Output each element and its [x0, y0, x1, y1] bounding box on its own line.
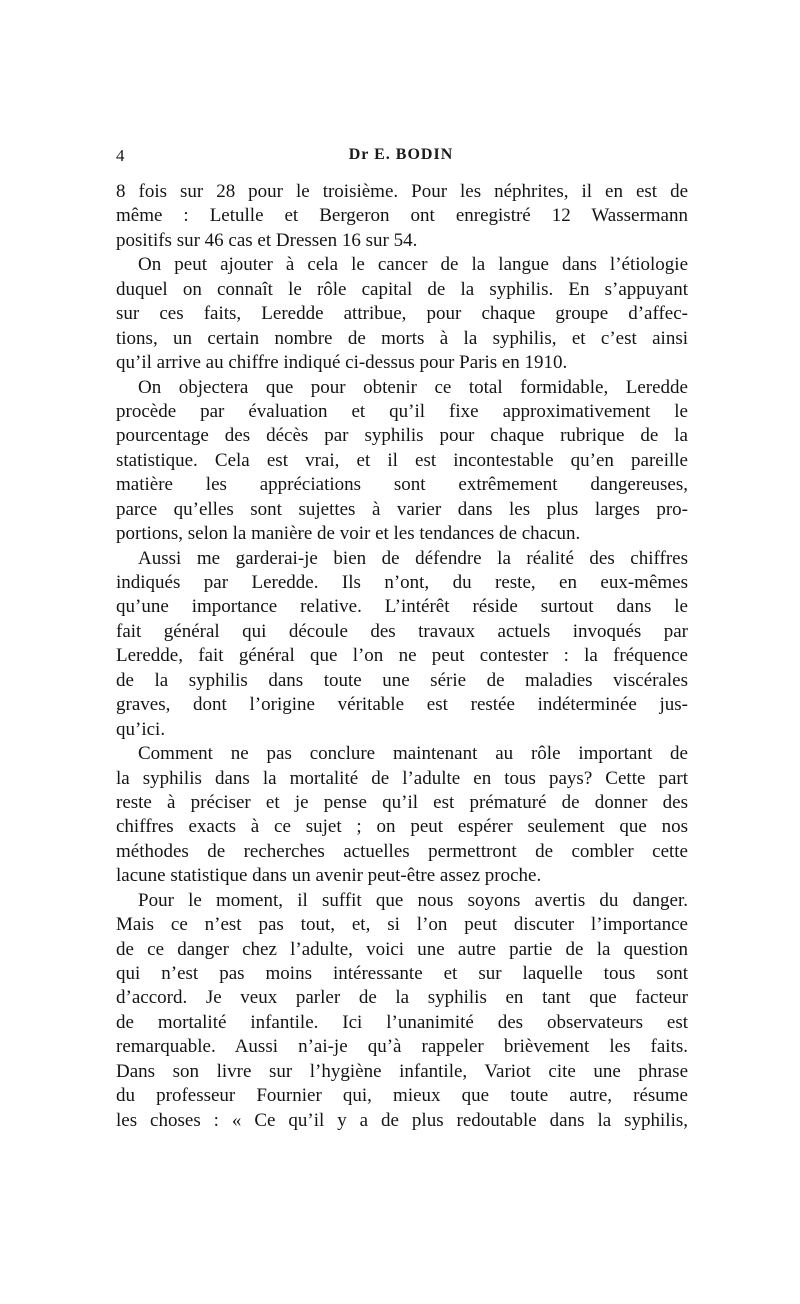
text-line: les choses : « Ce qu’il y a de plus redoutable dans la syphilis, — [116, 1109, 688, 1131]
running-head: Dr E. BODIN — [348, 146, 454, 163]
text-line: Mais ce n’est pas tout, et, si l’on peut discuter l’importance — [116, 914, 688, 936]
text-line: remarquable. Aussi n’ai-je qu’à rappeler brièvement les faits. — [116, 1036, 688, 1058]
text-line: indiqués par Leredde. Ils n’ont, du reste, en eux-mêmes — [116, 572, 688, 593]
text-line: Pour le moment, il suffit que nous soyons avertis du danger. — [138, 889, 688, 911]
text-line: qu’ici. — [116, 718, 166, 740]
body-text — [116, 180, 688, 1133]
text-line: portions, selon la manière de voir et les tendances de chacun. — [116, 523, 581, 545]
page-number: 4 — [116, 146, 125, 165]
text-line: Leredde, fait général que l’on ne peut contester : la fréquence — [116, 645, 688, 667]
text-line: On peut ajouter à cela le cancer de la langue dans l’étiologie — [138, 254, 688, 276]
text-line: qu’il arrive au chiffre indiqué ci-dessus pour Paris en 1910. — [116, 352, 568, 374]
text-line: de mortalité infantile. Ici l’unanimité des observateurs est — [116, 1011, 688, 1033]
text-line: qu’une importance relative. L’intérêt réside surtout dans le — [116, 596, 688, 618]
text-line: graves, dont l’origine véritable est restée indéterminée jus- — [116, 694, 688, 716]
text-line: matière les appréciations sont extrêmement dangereuses, — [116, 474, 688, 496]
text-line: de la syphilis dans toute une série de maladies viscérales — [116, 669, 688, 691]
text-line: qui n’est pas moins intéressante et sur laquelle tous sont — [116, 963, 688, 984]
text-line: lacune statistique dans un avenir peut-être assez proche. — [116, 865, 542, 887]
text-line: Dans son livre sur l’hygiène infantile, Variot cite une phrase — [116, 1060, 688, 1082]
text-line: chiffres exacts à ce sujet ; on peut espérer seulement que nos — [116, 816, 688, 838]
text-line: sur ces faits, Leredde attribue, pour chaque groupe d’affec- — [116, 303, 688, 325]
text-line: pourcentage des décès par syphilis pour chaque rubrique de la — [116, 425, 688, 447]
text-line: du professeur Fournier qui, mieux que toute autre, résume — [116, 1085, 688, 1107]
text-line: statistique. Cela est vrai, et il est incontestable qu’en pareille — [116, 449, 688, 471]
text-line: tions, un certain nombre de morts à la syphilis, et c’est ainsi — [116, 327, 688, 349]
text-line: 8 fois sur 28 pour le troisième. Pour les néphrites, il en est de — [116, 181, 688, 202]
text-line: positifs sur 46 cas et Dressen 16 sur 54. — [116, 229, 418, 251]
text-line: la syphilis dans la mortalité de l’adulte en tous pays? Cette part — [116, 767, 688, 789]
text-line: même : Letulle et Bergeron ont enregistré 12 Wassermann — [116, 205, 688, 227]
text-line: Aussi me garderai-je bien de défendre la réalité des chiffres — [138, 547, 688, 569]
text-line: Comment ne pas conclure maintenant au rôle important de — [138, 743, 688, 765]
text-line: fait général qui découle des travaux actuels invoqués par — [116, 620, 688, 642]
text-line: méthodes de recherches actuelles permettront de combler cette — [116, 840, 688, 862]
text-line: parce qu’elles sont sujettes à varier dans les plus larges pro- — [116, 498, 688, 520]
text-line: de ce danger chez l’adulte, voici une autre partie de la question — [116, 938, 688, 960]
text-line: On objectera que pour obtenir ce total formidable, Leredde — [138, 376, 688, 398]
page-header — [116, 146, 686, 170]
text-line: duquel on connaît le rôle capital de la syphilis. En s’appuyant — [116, 278, 688, 300]
text-line: d’accord. Je veux parler de la syphilis en tant que facteur — [116, 987, 688, 1009]
text-line: reste à préciser et je pense qu’il est prématuré de donner des — [116, 791, 688, 813]
text-line: procède par évaluation et qu’il fixe approximativement le — [116, 400, 688, 422]
